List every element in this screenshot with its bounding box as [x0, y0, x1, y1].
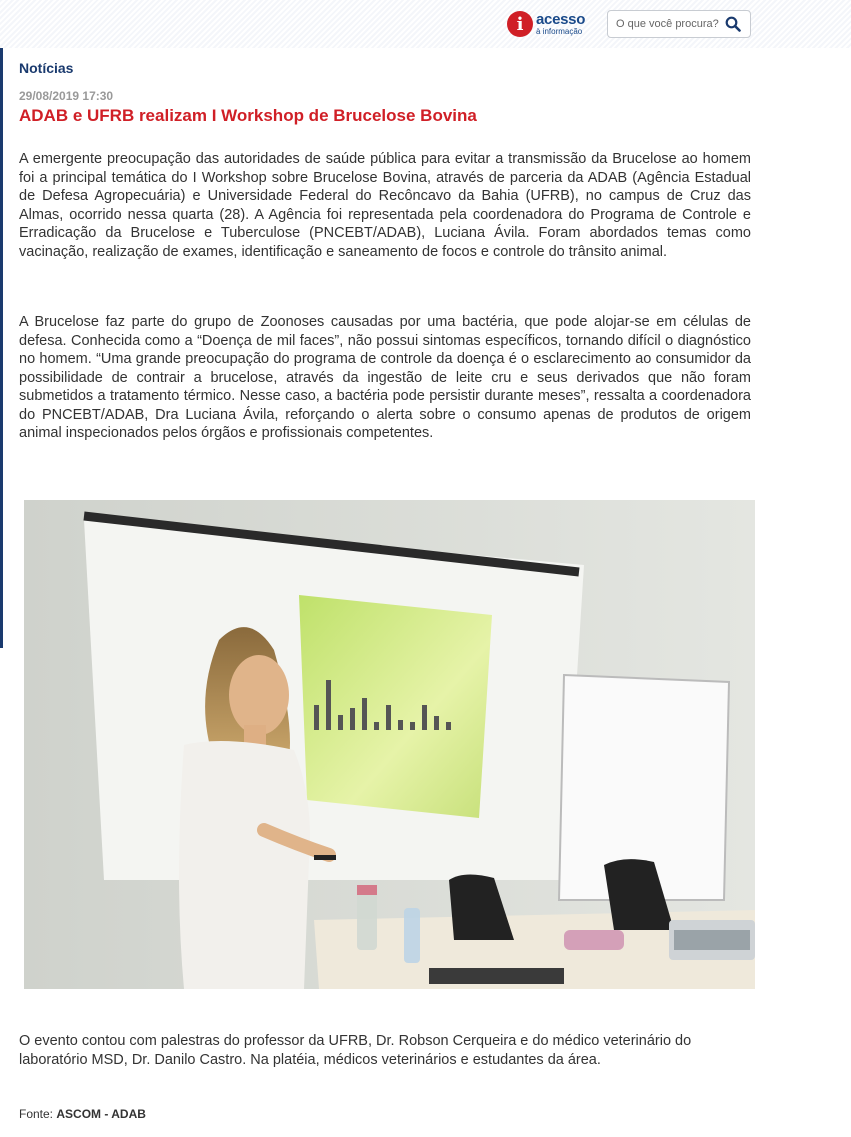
article-source: [19, 1107, 146, 1121]
section-title: Notícias: [19, 60, 74, 76]
article-date: 29/08/2019 17:30: [19, 89, 114, 103]
article-paragraph-1: A emergente preocupação das autoridades de saúde pública para evitar a transmissão da Brucelose ao homem foi a principal temática do I Workshop sobre Brucelose Bovina, através de parceria da ADAB (Agência Estadual de Defesa Agropecuária) e Universidade Federal do Recôncavo da Bahia (UFRB), no campus de Cruz das Almas, ocorrido nessa quarta (28). A Agência foi representada pela coordenadora do Programa de Controle e Erradicação da Brucelose e Tuberculose (PNCEBT/ADAB), Luciana Ávila. Foram abordados temas como vacinação, realização de exames, identificação e saneamento de focos e controle do trânsito animal.: [19, 151, 751, 260]
article-paragraph-3: O evento contou com palestras do professor da UFRB, Dr. Robson Cerqueira e do médico veterinário do laboratório MSD, Dr. Danilo Castro. Na platéia, médicos veterinários e estudantes da área.: [19, 1033, 692, 1068]
logo-main-text: acesso: [536, 11, 586, 28]
article-photo: [24, 500, 755, 989]
search-icon: [725, 16, 741, 32]
source-label: Fonte:: [19, 1107, 54, 1121]
search-button[interactable]: [720, 11, 746, 37]
presentation-photo-illustration: [24, 500, 755, 989]
source-value: ASCOM - ADAB: [56, 1107, 146, 1121]
article-title: ADAB e UFRB realizam I Workshop de Brucelose Bovina: [19, 106, 477, 125]
search-input[interactable]: [608, 12, 720, 36]
acesso-informacao-logo[interactable]: [507, 9, 597, 39]
search-box: [607, 10, 751, 38]
left-accent-rule: [0, 48, 3, 648]
logo-sub-text: à informação: [536, 27, 583, 36]
info-icon: i: [507, 11, 533, 37]
article-paragraph-2: A Brucelose faz parte do grupo de Zoonoses causadas por uma bactéria, que pode alojar-se em células de defesa. Conhecida como a “Doença de mil faces”, não possui sintomas específicos, tornando difícil o diagnóstico no homem. “Uma grande preocupação do programa de controle da doença é o esclarecimento ao consumidor da possibilidade de contrair a brucelose, através da ingestão de leite cru e seus derivados que não foram submetidos a tratamento térmico. Nesse caso, a bactéria pode persistir durante meses”, ressalta a coordenadora do PNCEBT/ADAB, Dra Luciana Ávila, reforçando o alerta sobre o consumo apenas de produtos de origem animal inspecionados pelos órgãos e profissionais competentes.: [19, 314, 751, 441]
